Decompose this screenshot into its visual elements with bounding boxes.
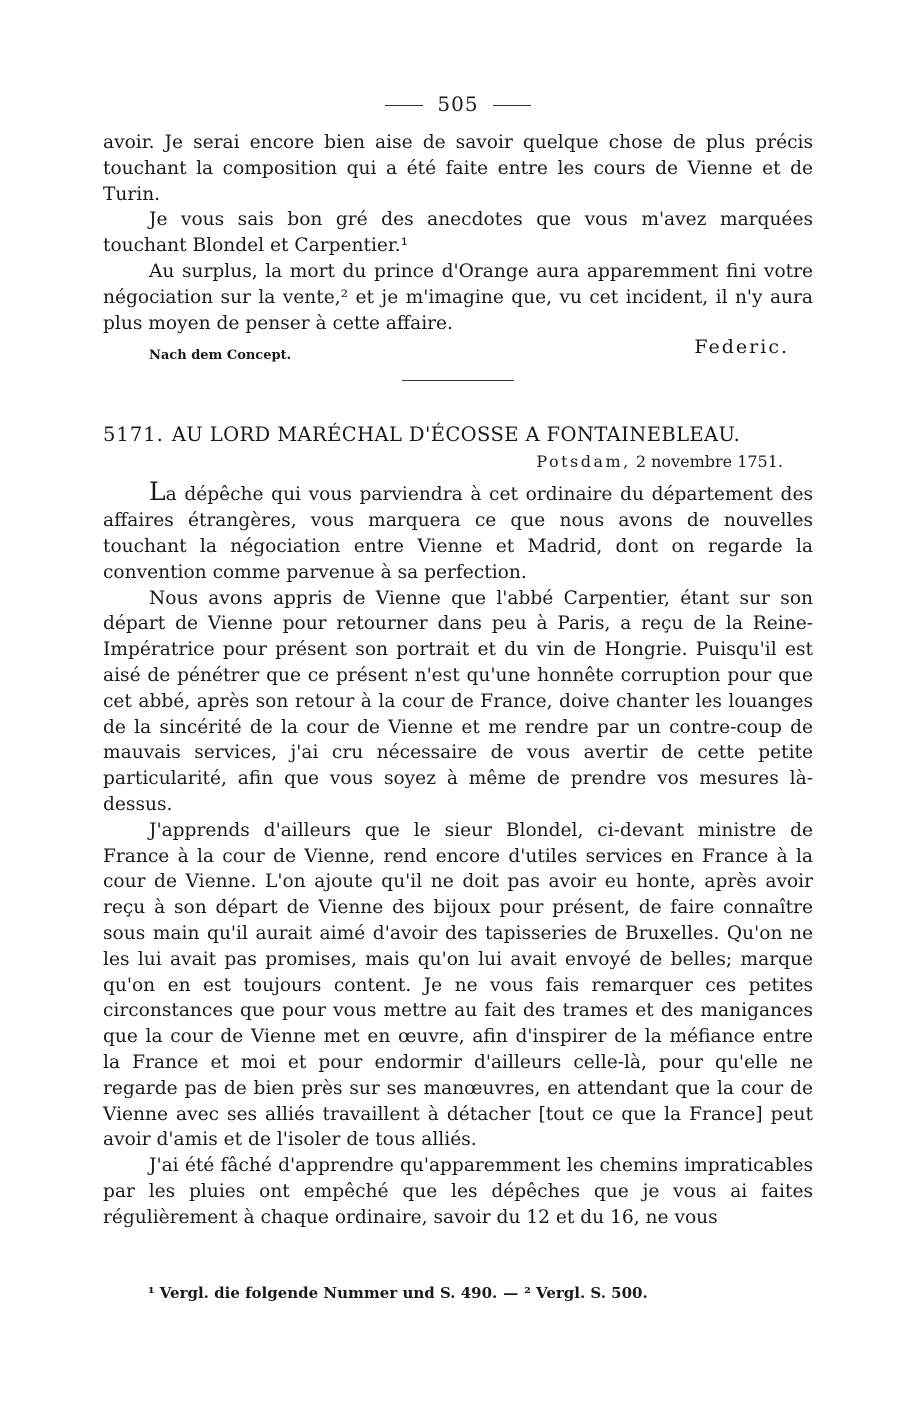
drop-cap: L — [149, 477, 166, 507]
page-number-line — [103, 92, 813, 116]
page-number: 505 — [437, 92, 479, 116]
footnote-2: ² Vergl. S. 500. — [524, 1284, 648, 1302]
letter-paragraph-first — [103, 479, 813, 585]
date: 2 novembre 1751. — [635, 452, 783, 472]
signature: Federic. — [694, 336, 789, 359]
first-paragraph-text: a dépêche qui vous parviendra à cet ordinaire du département des affaires étrangères, vous marquera ce que nous avons de nouvelles touchant la négociation entre Vienne et Madrid, dont on regarde la convention comme parvenue à sa perfection. — [103, 484, 813, 583]
footnote-separator: — — [503, 1284, 519, 1302]
page-body — [103, 92, 813, 1230]
page-number-dash-left — [385, 105, 423, 106]
letter-paragraph: J'apprends d'ailleurs que le sieur Blondel, ci-devant ministre de France à la cour de Vienne, rend encore d'utiles services en France à la cour de Vienne. L'on ajoute qu'il ne doit pas avoir eu honte, après avoir reçu à son départ de Vienne des bijoux pour présent, de faire connaître sous main qu'il aurait aimé d'avoir des tapisseries de Bruxelles. Qu'on ne les lui avait pas promises, mais qu'on lui avait envoyé de belles; marque qu'on en est toujours content. Je ne vous fais remarquer ces petites circonstances que pour vous mettre au fait des trames et des manigances que la cour de Vienne met en œuvre, afin d'inspirer de la méfiance entre la France et moi et pour endormir d'ailleurs celle-là, pour qu'elle ne regarde pas de bien près sur ses manœuvres, en attendant que la cour de Vienne avec ses alliés travaillent à détacher [tout ce que la France] peut avoir d'amis et de l'isoler de tous alliés. — [103, 819, 813, 1151]
letter-heading — [103, 423, 813, 446]
footnote-1: ¹ Vergl. die folgende Nummer und S. 490. — [148, 1284, 498, 1302]
dateline — [103, 452, 783, 471]
section-divider — [402, 380, 514, 381]
closing-row — [103, 336, 813, 376]
letter-title: AU LORD MARÉCHAL D'ÉCOSSE A FONTAINEBLEAU. — [171, 423, 741, 447]
page-number-dash-right — [493, 105, 531, 106]
footnotes — [148, 1284, 648, 1302]
letter-number: 5171. — [103, 423, 164, 447]
letter-paragraph: J'ai été fâché d'apprendre qu'apparemment les chemins impraticables par les pluies ont empêché que les dépêches que je vous ai faites régulièrement à chaque ordinaire, savoir du 12 et du 16, ne vous — [103, 1155, 813, 1228]
date-place: Potsdam, — [536, 452, 631, 472]
source-note: Nach dem Concept. — [149, 348, 292, 364]
intro-paragraph: avoir. Je serai encore bien aise de savoir quelque chose de plus précis touchant la composition qui a été faite entre les cours de Vienne et de Turin. — [103, 132, 813, 205]
intro-paragraph: Je vous sais bon gré des anecdotes que vous m'avez marquées touchant Blondel et Carpentier.¹ — [103, 209, 813, 257]
intro-paragraph: Au surplus, la mort du prince d'Orange aura apparemment fini votre négociation sur la vente,² et je m'imagine que, vu cet incident, il n'y aura plus moyen de penser à cette affaire. — [103, 260, 813, 334]
letter-paragraph: Nous avons appris de Vienne que l'abbé Carpentier, étant sur son départ de Vienne pour retourner dans peu à Paris, a reçu de la Reine-Impératrice pour présent son portrait et du vin de Hongrie. Puisqu'il est aisé de pénétrer que ce présent n'est qu'une honnête corruption pour que cet abbé, après son retour à la cour de France, doive chanter les louanges de la sincérité de la cour de Vienne et me rendre par un contre-coup de mauvais services, j'ai cru nécessaire de vous avertir de cette petite particularité, afin que vous soyez à même de prendre vos mesures là-dessus. — [103, 587, 813, 815]
